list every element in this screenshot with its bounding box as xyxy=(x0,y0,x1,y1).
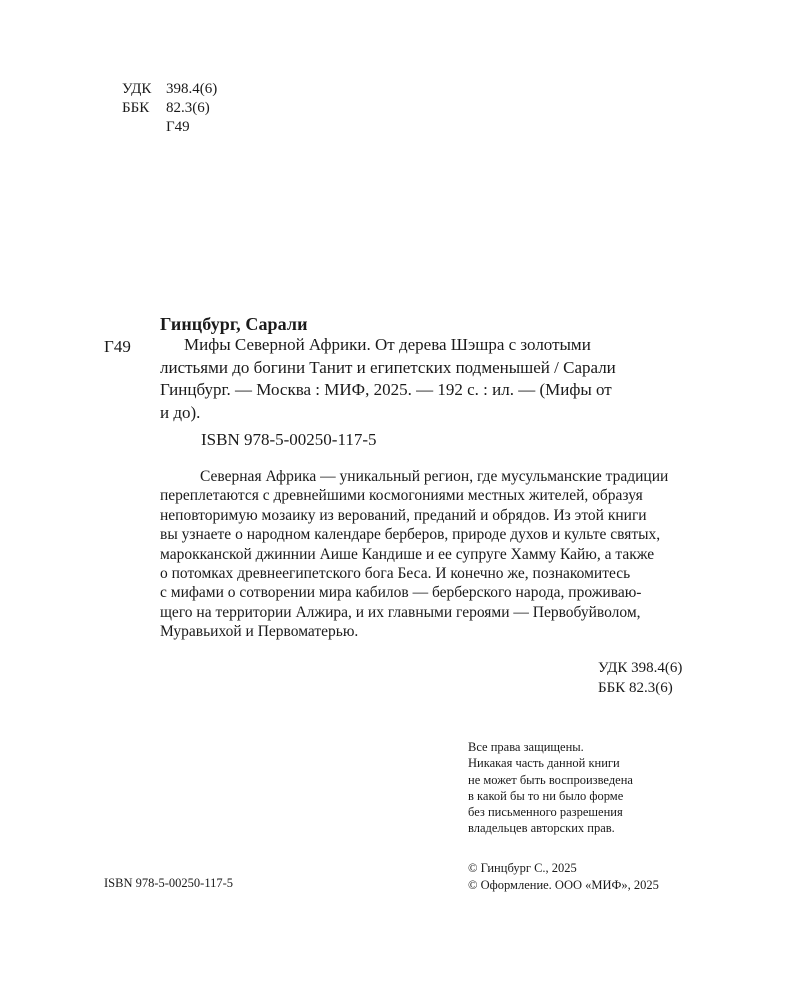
annotation-line: щего на территории Алжира, и их главными героями — Первобуйволом, xyxy=(160,603,641,621)
annotation xyxy=(160,467,720,642)
annotation-line: Северная Африка — уникальный регион, где мусульманские традиции xyxy=(200,468,669,485)
rights-line: не может быть воспроизведена xyxy=(468,772,633,787)
udk-right: УДК 398.4(6) xyxy=(598,660,683,676)
annotation-line: вы узнаете о народном календаре берберов, природе духов и культе святых, xyxy=(160,526,661,544)
bbk-right: ББК 82.3(6) xyxy=(598,680,673,696)
rights-notice xyxy=(468,739,633,837)
annotation-line: о потомках древнеегипетского бога Беса. И конечно же, познакомитесь xyxy=(160,565,631,583)
annotation-line: марокканской джиннии Аише Кандише и ее супруге Хамму Кайю, а также xyxy=(160,545,655,563)
title-line: Гинцбург. — Москва : МИФ, 2025. — 192 с. : ил. — (Мифы от xyxy=(160,380,612,399)
isbn-main: ISBN 978-5-00250-117-5 xyxy=(201,430,377,449)
copyright xyxy=(468,860,659,893)
author-code-row xyxy=(122,118,217,137)
udk-label: УДК xyxy=(122,81,152,97)
annotation-line: неповторимую мозаику из верований, преданий и обрядов. Из этой книги xyxy=(160,506,647,524)
title-line: листьями до богини Танит и египетских подменышей / Сарали xyxy=(160,357,616,377)
rights-line: в какой бы то ни было форме xyxy=(468,788,624,803)
title-line: и до). xyxy=(160,402,201,422)
classification-top xyxy=(122,80,217,137)
annotation-line: Муравьихой и Первоматерью. xyxy=(160,623,359,641)
isbn-bottom: ISBN 978-5-00250-117-5 xyxy=(104,876,234,890)
udk-row xyxy=(122,80,217,99)
copyright-line: © Оформление. ООО «МИФ», 2025 xyxy=(468,877,659,892)
rights-line: Никакая часть данной книги xyxy=(468,756,620,771)
udk-value: 398.4(6) xyxy=(166,81,218,97)
author-heading: Гинцбург, Сарали xyxy=(160,314,308,334)
rights-line: Все права защищены. xyxy=(468,740,584,754)
classification-right xyxy=(598,658,682,698)
bbk-row xyxy=(122,99,217,118)
author-code-top: Г49 xyxy=(166,119,190,135)
title-line: Мифы Северной Африки. От дерева Шэшра с золотыми xyxy=(184,335,591,354)
bbk-label: ББК xyxy=(122,100,150,116)
copyright-line: © Гинцбург С., 2025 xyxy=(468,861,577,875)
author-code-left: Г49 xyxy=(104,337,131,356)
bbk-value: 82.3(6) xyxy=(166,100,210,116)
rights-line: без письменного разрешения xyxy=(468,805,623,820)
annotation-line: переплетаются с древнейшими космогониями местных жителей, образуя xyxy=(160,487,643,505)
bibliographic-description xyxy=(160,334,760,424)
annotation-line: с мифами о сотворении мира кабилов — берберского народа, проживаю- xyxy=(160,584,642,602)
rights-line: владельцев авторских прав. xyxy=(468,821,615,836)
